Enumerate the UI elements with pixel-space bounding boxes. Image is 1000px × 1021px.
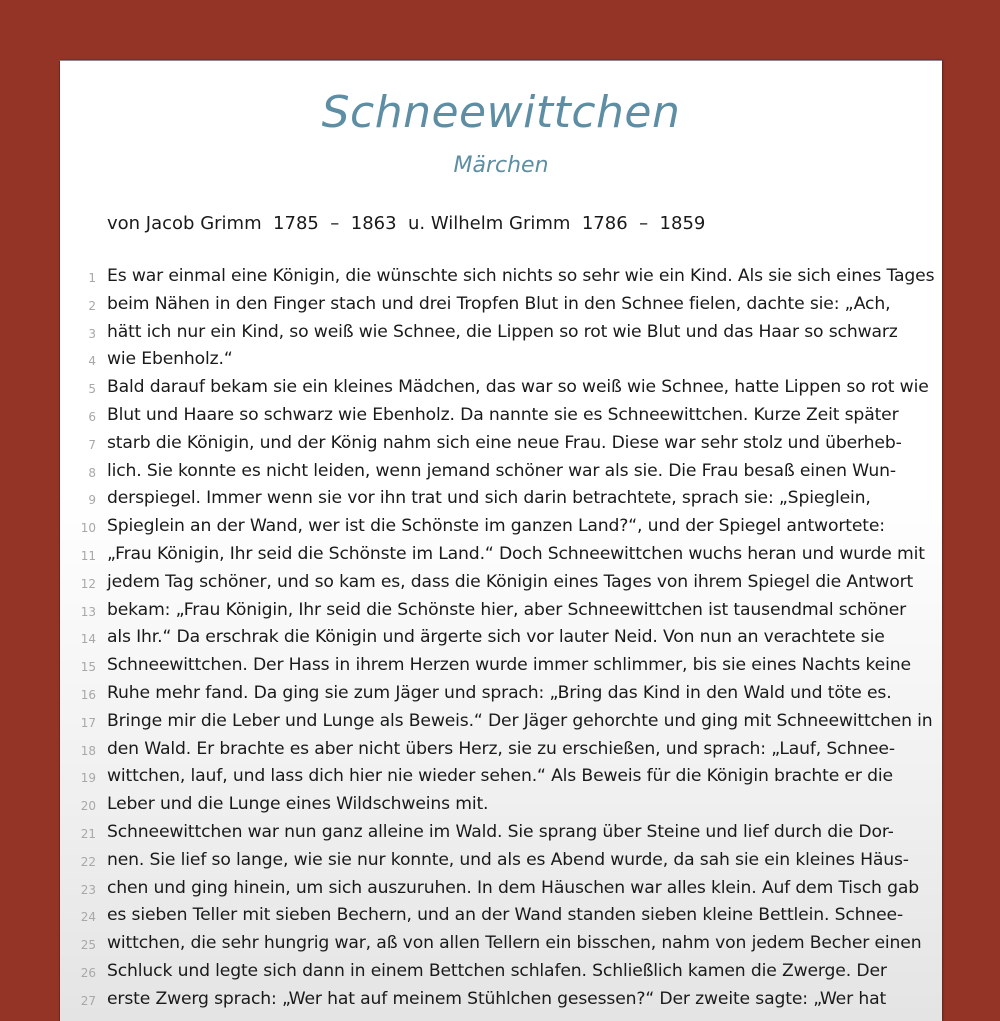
text-line: [60, 597, 942, 625]
line-number: 20: [80, 799, 96, 814]
line-number: 15: [80, 660, 96, 675]
line-number: 5: [88, 382, 96, 397]
line-text: es sieben Teller mit sieben Bechern, und an der Wand standen sieben kleine Bettlein. Schnee-: [107, 905, 904, 926]
line-text: Ruhe mehr fand. Da ging sie zum Jäger und sprach: „Bring das Kind in den Wald und töte es.: [107, 682, 892, 703]
line-text: als Ihr.“ Da erschrak die Königin und ärgerte sich vor lauter Neid. Von nun an verachtete sie: [107, 627, 885, 648]
line-text: Blut und Haare so schwarz wie Ebenholz. Da nannte sie es Schneewittchen. Kurze Zeit später: [107, 404, 899, 425]
line-number: 17: [80, 715, 96, 730]
line-number: 23: [80, 882, 96, 897]
line-number: 19: [80, 771, 96, 786]
line-text: Bringe mir die Leber und Lunge als Beweis.“ Der Jäger gehorchte und ging mit Schneewittchen in: [107, 710, 933, 731]
line-number: 12: [80, 576, 96, 591]
text-line: [60, 513, 942, 541]
line-number: 1: [88, 271, 96, 285]
line-number: 7: [88, 437, 96, 452]
text-line: [60, 430, 942, 458]
line-number: 11: [80, 548, 96, 563]
line-number: 16: [80, 687, 96, 702]
text-line: [60, 652, 942, 680]
text-line: [60, 346, 942, 374]
text-line: [60, 569, 942, 597]
text-line: [60, 291, 942, 319]
line-text: wittchen, die sehr hungrig war, aß von allen Tellern ein bisschen, nahm von jedem Becher einen: [107, 933, 922, 954]
line-number: 18: [80, 743, 96, 758]
line-number: 3: [88, 326, 96, 341]
text-line: [60, 402, 942, 430]
line-text: Schneewittchen war nun ganz alleine im Wald. Sie sprang über Steine und lief durch die Dor-: [107, 821, 894, 842]
line-number: 27: [80, 993, 96, 1008]
document-title: Schneewittchen: [321, 87, 681, 138]
line-text: lich. Sie konnte es nicht leiden, wenn jemand schöner war als sie. Die Frau besaß einen Wun-: [107, 460, 896, 481]
line-text: den Wald. Er brachte es aber nicht übers Herz, sie zu erschießen, und sprach: „Lauf, Schnee-: [107, 738, 895, 759]
line-text: bekam: „Frau Königin, Ihr seid die Schönste hier, aber Schneewittchen ist tausendmal schöner: [107, 599, 907, 620]
text-line: [60, 736, 942, 764]
line-number: 22: [80, 854, 96, 869]
line-text: Spieglein an der Wand, wer ist die Schönste im ganzen Land?“, und der Spiegel antwortete:: [107, 516, 885, 537]
line-number: 26: [80, 965, 96, 980]
text-line: [60, 319, 942, 347]
text-line: [60, 763, 942, 791]
text-line: [60, 958, 942, 986]
text-line: [60, 458, 942, 486]
text-line: [60, 708, 942, 736]
document-page: [59, 60, 942, 1021]
line-number: 9: [88, 493, 96, 508]
line-number: 10: [80, 521, 96, 536]
document-subtitle: Märchen: [453, 153, 549, 178]
text-line: [60, 847, 942, 875]
line-text: Schluck und legte sich dann in einem Bettchen schlafen. Schließlich kamen die Zwerge. Der: [107, 960, 887, 981]
line-text: Bald darauf bekam sie ein kleines Mädchen, das war so weiß wie Schnee, hatte Lippen so rot wie: [107, 377, 929, 398]
line-number: 25: [80, 938, 96, 953]
authors-line: von Jacob Grimm 1785 – 1863 u. Wilhelm Grimm 1786 – 1859: [107, 213, 706, 234]
text-line: [60, 680, 942, 708]
text-line: [60, 263, 942, 291]
line-number: 8: [88, 465, 96, 480]
line-number: 6: [88, 409, 96, 424]
line-text: erste Zwerg sprach: „Wer hat auf meinem Stühlchen gesessen?“ Der zweite sagte: „Wer hat: [107, 988, 887, 1009]
text-line: [60, 624, 942, 652]
text-line: [60, 374, 942, 402]
text-line: [60, 930, 942, 958]
line-text: beim Nähen in den Finger stach und drei Tropfen Blut in den Schnee fielen, dachte sie: „Ach,: [107, 293, 891, 314]
line-number: 21: [80, 826, 96, 841]
line-number: 2: [88, 298, 96, 313]
line-number: 24: [80, 910, 96, 925]
text-line: [60, 791, 942, 819]
text-line: [60, 819, 942, 847]
text-line: [60, 902, 942, 930]
line-number: 13: [80, 604, 96, 619]
line-number: 14: [80, 632, 96, 647]
line-text: Es war einmal eine Königin, die wünschte sich nichts so sehr wie ein Kind. Als sie sich eines Tages: [107, 266, 935, 286]
line-text: „Frau Königin, Ihr seid die Schönste im Land.“ Doch Schneewittchen wuchs heran und wurde mit: [107, 543, 925, 564]
line-text: wittchen, lauf, und lass dich hier nie wieder sehen.“ Als Beweis für die Königin brachte er die: [107, 766, 893, 787]
line-text: Schneewittchen. Der Hass in ihrem Herzen wurde immer schlimmer, bis sie eines Nachts keine: [107, 655, 911, 676]
text-line: [60, 541, 942, 569]
text-line: [60, 485, 942, 513]
line-text: chen und ging hinein, um sich auszuruhen. In dem Häuschen war alles klein. Auf dem Tisch gab: [107, 877, 919, 898]
line-text: starb die Königin, und der König nahm sich eine neue Frau. Diese war sehr stolz und überheb-: [107, 432, 902, 453]
line-text: nen. Sie lief so lange, wie sie nur konnte, und als es Abend wurde, da sah sie ein kleines Häus-: [107, 849, 909, 870]
line-number: 4: [88, 354, 96, 369]
text-line: [60, 875, 942, 903]
story-text-body: [60, 263, 942, 1014]
line-text: derspiegel. Immer wenn sie vor ihn trat und sich darin betrachtete, sprach sie: „Spieglein,: [107, 488, 871, 509]
line-text: Leber und die Lunge eines Wildschweins mit.: [107, 794, 489, 815]
line-text: wie Ebenholz.“: [107, 349, 233, 370]
line-text: jedem Tag schöner, und so kam es, dass die Königin eines Tages von ihrem Spiegel die Antwort: [107, 571, 914, 592]
line-text: hätt ich nur ein Kind, so weiß wie Schnee, die Lippen so rot wie Blut und das Haar so schwarz: [107, 321, 898, 342]
